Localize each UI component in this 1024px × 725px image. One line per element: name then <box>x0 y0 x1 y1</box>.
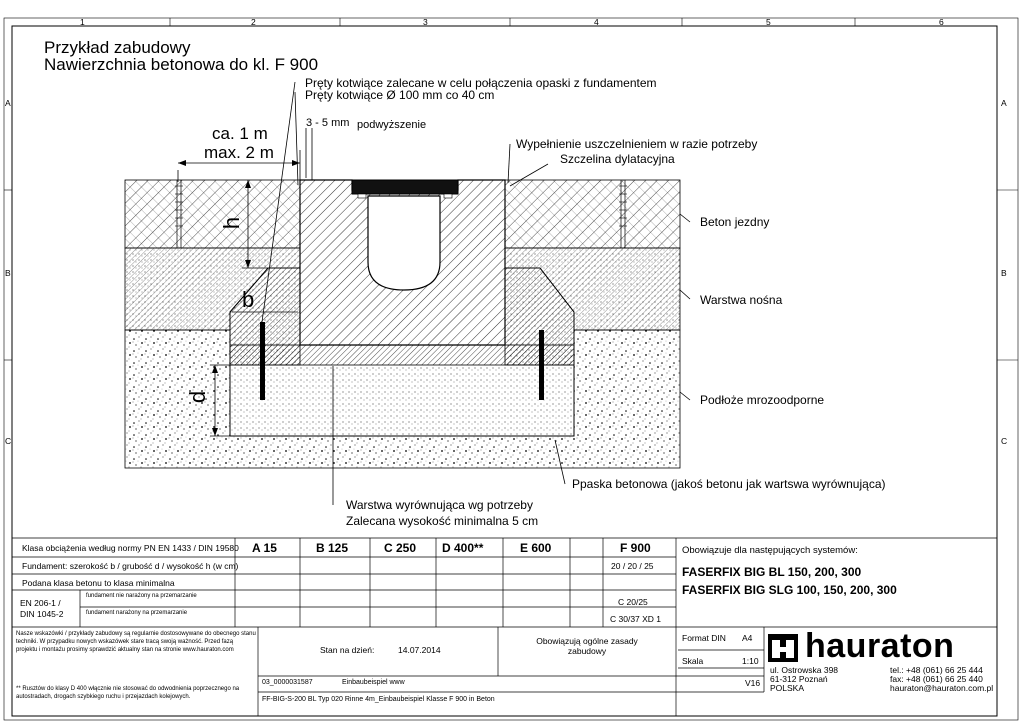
company-street: ul. Ostrowska 398 <box>770 665 839 675</box>
company-city: 61-312 Poznań <box>770 674 828 684</box>
grid-row-a-right: A <box>1001 98 1007 108</box>
grid-row-c: C <box>5 436 12 446</box>
status-date: 14.07.2014 <box>398 645 441 655</box>
raise-value: 3 - 5 mm <box>306 117 350 129</box>
class-e600: E 600 <box>520 541 552 555</box>
grid-col-2: 2 <box>251 17 256 27</box>
belt-label: Ppaska betonowa (jakoś betonu jak wartswa wyrównująca) <box>572 477 886 491</box>
channel-hollow <box>368 196 440 290</box>
norm-label-2: DIN 1045-2 <box>20 609 64 619</box>
format-value: A4 <box>742 633 753 643</box>
dim-h: h <box>219 216 245 230</box>
title-line-2: Nawierzchnia betonowa do kl. F 900 <box>44 55 319 74</box>
dim-d: d <box>185 390 211 404</box>
version: V16 <box>745 678 761 688</box>
layer-top-label: Beton jezdny <box>700 215 770 229</box>
distance-line-1: ca. 1 m <box>212 124 268 143</box>
format-label: Format DIN <box>682 633 726 643</box>
column-grid <box>170 18 855 26</box>
footer-note-2: ** Rusztów do klasy D 400 włącznie nie stosować do odwodnienia poprzecznego na autostradach, drogach szybkiego ruchu i przejazdach kolejowych. <box>16 686 240 700</box>
doc-type: Einbaubeispiel www <box>342 679 405 686</box>
footer-note-1: Nasze wskazówki / przykłady zabudowy są regularnie dostosowywane do obecnego stanu techniki. W przypadku nowych wskazówek stare tracą swoją ważność. Przed fazą projektu i montażu prosimy sprawdzić aktualny stan na stronie www.hauraton.com <box>16 631 256 653</box>
grid-col-4: 4 <box>594 17 599 27</box>
class-f900: F 900 <box>620 541 651 555</box>
leveling-layer <box>230 345 574 365</box>
class-b125: B 125 <box>316 541 349 555</box>
load-class-header: Klasa obciążenia według normy PN EN 1433 / DIN 19580 <box>22 543 239 553</box>
systems-heading: Obowiązuje dla następujących systemów: <box>682 545 858 556</box>
company-tel: tel.: +48 (061) 66 25 444 <box>890 665 983 675</box>
company-fax: fax: +48 (061) 66 25 440 <box>890 674 983 684</box>
concrete-row-label: Podana klasa betonu to klasa minimalna <box>22 578 175 588</box>
company-logo-text: hauraton <box>805 627 955 665</box>
general-line-2: zabudowy <box>567 646 607 656</box>
anchors-note-1: Pręty kotwiące zalecane w celu połączenia opaski z fundamentem <box>305 76 657 90</box>
leveling-label-2: Zalecana wysokość minimalna 5 cm <box>346 514 539 528</box>
title-line-1: Przykład zabudowy <box>44 38 191 57</box>
anchor-rod-left <box>260 322 265 400</box>
dim-b: b <box>242 287 255 312</box>
grid-col-1: 1 <box>80 17 85 27</box>
leveling-label-1: Warstwa wyrównująca wg potrzeby <box>346 498 533 512</box>
status-label: Stan na dzień: <box>320 645 375 655</box>
seal-note: Wypełnienie uszczelnieniem w razie potrzeby <box>516 137 758 151</box>
scale-value: 1:10 <box>742 656 759 666</box>
distance-line-2: max. 2 m <box>204 143 274 162</box>
grid-col-5: 5 <box>766 17 771 27</box>
systems-line-2: FASERFIX BIG SLG 100, 150, 200, 300 <box>682 583 897 597</box>
norm-label-1: EN 206-1 / <box>20 598 61 608</box>
class-d400: D 400** <box>442 541 484 555</box>
company-country: POLSKA <box>770 683 805 693</box>
systems-line-1: FASERFIX BIG BL 150, 200, 300 <box>682 565 862 579</box>
grid-row-b-right: B <box>1001 268 1007 278</box>
norm-sub-2-value: C 30/37 XD 1 <box>610 614 662 624</box>
scale-label: Skala <box>682 656 704 666</box>
layer-mid-label: Warstwa nośna <box>700 293 783 307</box>
doc-number: 03_0000031587 <box>262 679 313 686</box>
grid-row-a: A <box>5 98 11 108</box>
foundation-row-label: Fundament: szerokość b / grubość d / wysokość h (w cm) <box>22 561 239 571</box>
norm-sub-1-value: C 20/25 <box>618 597 648 607</box>
class-c250: C 250 <box>384 541 417 555</box>
anchors-note-2: Pręty kotwiące Ø 100 mm co 40 cm <box>305 88 495 102</box>
anchor-rod-right <box>539 330 544 400</box>
class-a15: A 15 <box>252 541 277 555</box>
company-email: hauraton@hauraton.com.pl <box>890 683 994 693</box>
joint-note: Szczelina dylatacyjna <box>560 152 675 166</box>
grid-row-b: B <box>5 268 11 278</box>
layer-bottom-label: Podłoże mrozoodporne <box>700 393 825 407</box>
grating <box>352 180 458 194</box>
raise-label: podwyższenie <box>357 119 427 131</box>
grid-col-6: 6 <box>939 17 944 27</box>
foundation-f900-value: 20 / 20 / 25 <box>611 561 654 571</box>
grid-col-3: 3 <box>423 17 428 27</box>
hauraton-logo-mark <box>768 634 798 662</box>
grid-row-c-right: C <box>1001 436 1008 446</box>
general-line-1: Obowiązują ogólne zasady <box>536 636 638 646</box>
doc-filename: FF-BIG-S-200 BL Typ 020 Rinne 4m_Einbaubeispiel Klasse F 900 in Beton <box>262 696 495 703</box>
norm-sub-2: fundament narażony na przemarzanie <box>86 610 188 616</box>
norm-sub-1: fundament nie narażony na przemarzanie <box>86 593 197 599</box>
